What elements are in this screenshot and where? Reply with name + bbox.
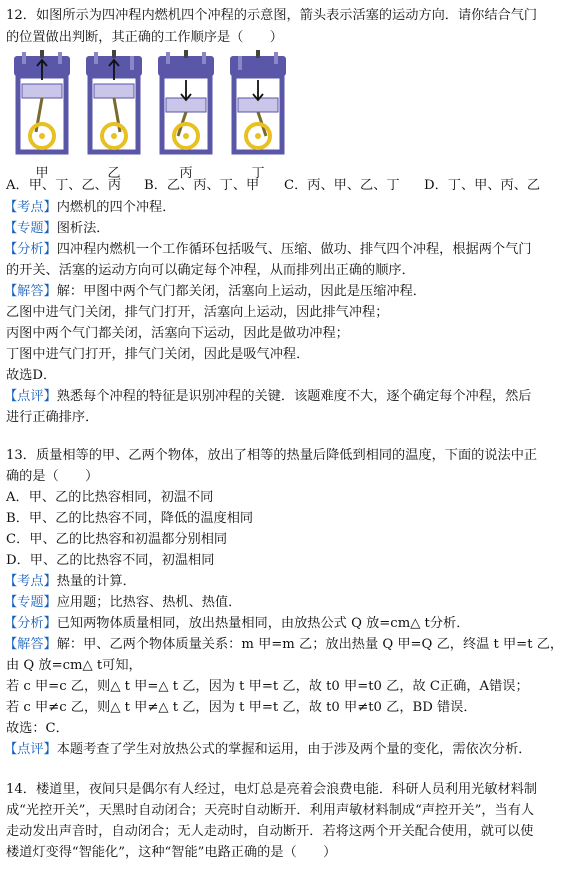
engine-diagrams	[6, 50, 296, 180]
q12-option-d: D．丁、甲、丙、乙	[424, 178, 541, 193]
engine-label-ding: 丁	[251, 166, 265, 181]
q12-dianping-text-1: 熟悉每个冲程的特征是识别冲程的关键．该题难度不大，逐个确定每个冲程，然后	[56, 389, 532, 404]
q13-option-b: B．甲、乙的比热容不同，降低的温度相同	[6, 511, 254, 526]
q13-zhuanti-text: 应用题；比热容、热机、热值．	[56, 595, 242, 610]
q13-option-d: D．甲、乙的比热容不同，初温相同	[6, 553, 215, 568]
q12-options	[6, 176, 540, 196]
fenxi-tag: 【分析】	[4, 242, 57, 257]
q13-kaodian-text: 热量的计算．	[56, 574, 136, 589]
q12-fenxi	[4, 240, 532, 260]
q12-fenxi-text-2: 的开关、活塞的运动方向可以确定每个冲程，从而排列出正确的顺序．	[6, 263, 415, 278]
q12-jieda-text-4: 丁图中进气门打开，排气门关闭，因此是吸气冲程．	[6, 347, 310, 362]
q12-option-a: A．甲、丁、乙、丙	[6, 178, 122, 193]
q13-kaodian	[4, 572, 136, 592]
engine-yi-icon	[82, 50, 146, 162]
q12-option-b: B．乙、丙、丁、甲	[144, 178, 260, 193]
engine-label-yi: 乙	[107, 166, 121, 181]
q13-stem-line-2: 确的是（ ）	[6, 469, 99, 484]
q14-stem-line-1: 14．楼道里，夜间只是偶尔有人经过，电灯总是亮着会浪费电能．科研人员利用光敏材料制	[6, 782, 538, 797]
engine-label-bing: 丙	[179, 166, 193, 181]
q13-answer: 故选：C．	[6, 721, 69, 736]
q13-jieda-text-1: 解：甲、乙两个物体质量关系：m 甲=m 乙；放出热量 Q 甲=Q 乙，终温 t 甲=t 乙，	[56, 637, 564, 652]
q12-jieda-text-3: 丙图中两个气门都关闭，活塞向下运动，因此是做功冲程；	[6, 326, 349, 341]
dianping-tag: 【点评】	[4, 742, 57, 757]
q12-dianping	[4, 387, 532, 407]
engine-ding-icon	[226, 50, 290, 162]
q13-stem-line-1: 13．质量相等的甲、乙两个物体，放出了相等的热量后降低到相同的温度，下面的说法中正	[6, 448, 538, 463]
q13-dianping-text: 本题考查了学生对放热公式的掌握和运用，由于涉及两个量的变化，需依次分析．	[56, 742, 532, 757]
zhuanti-tag: 【专题】	[4, 595, 57, 610]
q13-fenxi	[4, 614, 469, 634]
engine-figure-bing	[154, 50, 218, 162]
zhuanti-tag: 【专题】	[4, 221, 57, 236]
q12-answer: 故选D．	[6, 368, 57, 383]
q12-stem-line-1: 12．如图所示为四冲程内燃机四个冲程的示意图，箭头表示活塞的运动方向．请你结合气门	[6, 8, 538, 23]
kaodian-tag: 【考点】	[4, 574, 57, 589]
engine-jia-icon	[10, 50, 74, 162]
q14-stem-line-2: 成“光控开关”，天黑时自动闭合；天亮时自动断开．利用声敏材料制成“声控开关”，当有人	[6, 803, 535, 818]
q12-option-c: C．丙、甲、乙、丁	[284, 178, 400, 193]
fenxi-tag: 【分析】	[4, 616, 57, 631]
q13-dianping	[4, 740, 532, 760]
q12-jieda	[4, 282, 426, 302]
q13-zhuanti	[4, 593, 241, 613]
q12-kaodian-text: 内燃机的四个冲程．	[56, 200, 176, 215]
kaodian-tag: 【考点】	[4, 200, 57, 215]
engine-figure-jia	[10, 50, 74, 162]
engine-label-jia: 甲	[35, 166, 49, 181]
jieda-tag: 【解答】	[4, 637, 57, 652]
q13-jieda-text-4: 若 c 甲≠c 乙，则△ t 甲≠△ t 乙，因为 t 甲=t 乙，故 t0 甲≠t0 乙，BD 错误．	[6, 700, 477, 715]
q12-kaodian	[4, 198, 175, 218]
q13-jieda-text-3: 若 c 甲=c 乙，则△ t 甲=△ t 乙，因为 t 甲=t 乙，故 t0 甲=t0 乙，故 C正确，A错误；	[6, 679, 529, 694]
q12-fenxi-text-1: 四冲程内燃机一个工作循环包括吸气、压缩、做功、排气四个冲程，根据两个气门	[56, 242, 532, 257]
q14-stem-line-4: 楼道灯变得“智能化”，这种“智能”电路正确的是（ ）	[6, 845, 337, 860]
engine-bing-icon	[154, 50, 218, 162]
q14-stem-line-3: 走动发出声音时，自动闭合；无人走动时，自动断开．若将这两个开关配合使用，就可以使	[6, 824, 534, 839]
q12-zhuanti	[4, 219, 110, 239]
q12-stem-line-2: 的位置做出判断，其正确的工作顺序是（ ）	[6, 30, 283, 45]
engine-figure-yi	[82, 50, 146, 162]
q12-zhuanti-text: 图析法．	[56, 221, 110, 236]
q12-dianping-text-2: 进行正确排序．	[6, 410, 99, 425]
q13-option-a: A．甲、乙的比热容相同，初温不同	[6, 490, 214, 505]
q13-option-c: C．甲、乙的比热容和初温都分别相同	[6, 532, 228, 547]
q13-fenxi-text: 已知两物体质量相同，放出热量相同，由放热公式 Q 放=cm△ t分析．	[56, 616, 470, 631]
q13-jieda-text-2: 由 Q 放=cm△ t可知，	[6, 658, 142, 673]
jieda-tag: 【解答】	[4, 284, 57, 299]
dianping-tag: 【点评】	[4, 389, 57, 404]
q12-jieda-text-1: 解：甲图中两个气门都关闭，活塞向上运动，因此是压缩冲程．	[56, 284, 426, 299]
q12-jieda-text-2: 乙图中进气门关闭，排气门打开，活塞向上运动，因此排气冲程；	[6, 305, 389, 320]
engine-figure-ding	[226, 50, 290, 162]
q13-jieda	[4, 635, 563, 655]
